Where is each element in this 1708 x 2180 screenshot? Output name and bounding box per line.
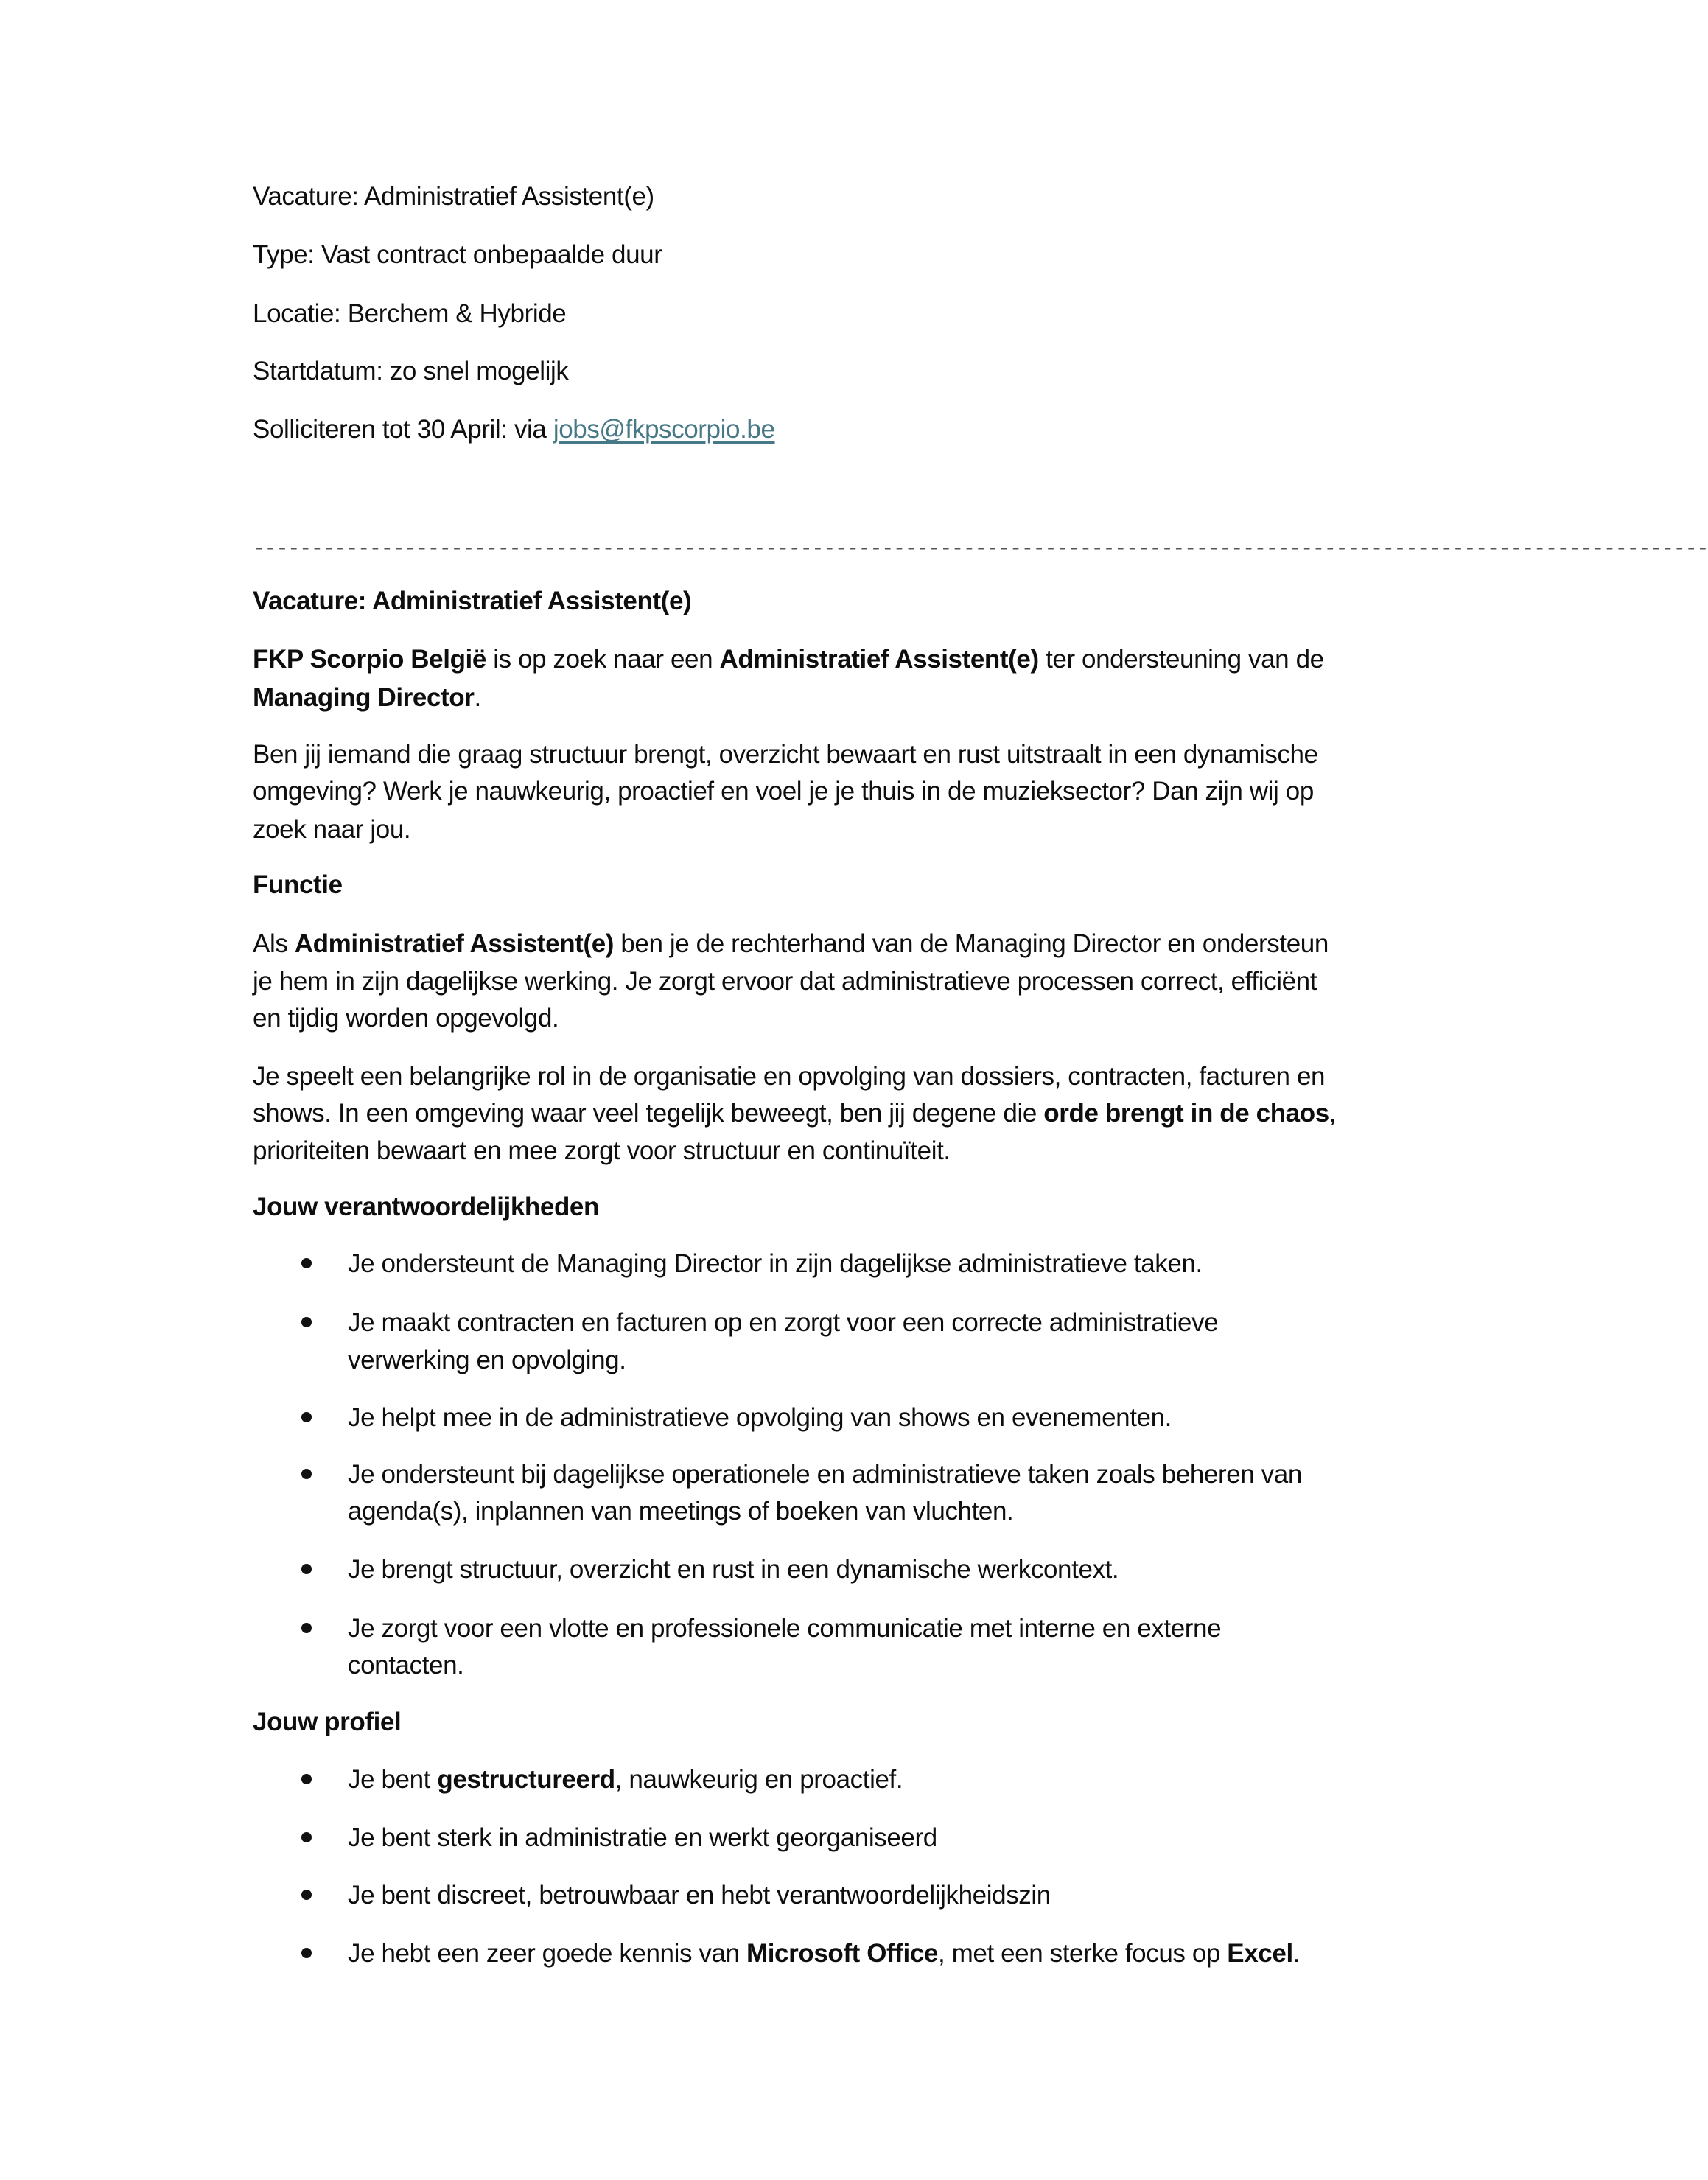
emphasis-text: gestructureerd <box>437 1765 615 1794</box>
vacature-title: Vacature: Administratief Assistent(e) <box>253 587 692 615</box>
list-item: Je bent discreet, betrouwbaar en hebt verantwoordelijkheidszin <box>348 1881 1051 1910</box>
profile-text: Je bent <box>348 1765 438 1794</box>
intro-text: is op zoek naar een <box>486 645 720 674</box>
list-item: Je helpt mee in de administratieve opvolging van shows en evenementen. <box>348 1403 1172 1432</box>
emphasis-text: orde brengt in de chaos <box>1043 1099 1329 1128</box>
role-name: Administratief Assistent(e) <box>294 929 615 958</box>
profile-text: . <box>1292 1939 1301 1968</box>
functie-p2-line-1: Je speelt een belangrijke rol in de organisatie en opvolging van dossiers, contracten, facturen en <box>253 1062 1326 1091</box>
list-item: Je zorgt voor een vlotte en professionele communicatie met interne en externe <box>348 1614 1222 1643</box>
functie-heading: Functie <box>253 870 343 899</box>
dashed-divider-text: ----------------------------------------------------------------------------------------------------------------------------- <box>253 538 1708 561</box>
locatie-line: Locatie: Berchem & Hybride <box>253 299 567 328</box>
list-item <box>348 1936 1300 1971</box>
profile-text: , met een sterke focus op <box>937 1939 1228 1968</box>
list-item: Je bent sterk in administratie en werkt georganiseerd <box>348 1823 937 1852</box>
emphasis-text: Excel <box>1227 1939 1293 1968</box>
email-link[interactable]: jobs@fkpscorpio.be <box>553 415 775 444</box>
intro-p2-line: zoek naar jou. <box>253 815 411 844</box>
functie-text: ben je de rechterhand van de Managing Director en ondersteun <box>614 929 1329 958</box>
functie-text: , <box>1329 1099 1337 1128</box>
bullet-icon <box>301 1623 312 1633</box>
bullet-icon <box>301 1317 312 1327</box>
intro-p2-line: Ben jij iemand die graag structuur brengt, overzicht bewaart en rust uitstraalt in een dynamische <box>253 740 1318 769</box>
vacature-line: Vacature: Administratief Assistent(e) <box>253 182 654 211</box>
role-name: Administratief Assistent(e) <box>719 645 1039 674</box>
list-item: Je maakt contracten en facturen op en zorgt voor een correcte administratieve <box>348 1308 1219 1337</box>
functie-text: Als <box>253 929 295 958</box>
list-item <box>348 1762 903 1798</box>
functie-p2-line-2 <box>253 1096 1336 1131</box>
bullet-icon <box>301 1832 312 1842</box>
functie-p1-line-1 <box>253 926 1329 962</box>
intro-text: ter ondersteuning van de <box>1038 645 1324 674</box>
profiel-heading: Jouw profiel <box>253 1708 402 1736</box>
director-name: Managing Director <box>253 683 475 712</box>
list-item: Je ondersteunt bij dagelijkse operationele en administratieve taken zoals beheren van <box>348 1460 1302 1489</box>
bullet-icon <box>301 1412 312 1422</box>
bullet-icon <box>301 1774 312 1784</box>
list-item: Je brengt structuur, overzicht en rust in een dynamische werkcontext. <box>348 1555 1119 1584</box>
solliciteren-line <box>253 412 775 447</box>
functie-p1-line-3: en tijdig worden opgevolgd. <box>253 1004 559 1033</box>
list-item: Je ondersteunt de Managing Director in zijn dagelijkse administratieve taken. <box>348 1249 1203 1278</box>
solliciteren-prefix: Solliciteren tot 30 April: via <box>253 415 553 444</box>
profile-text: Je hebt een zeer goede kennis van <box>348 1939 746 1968</box>
bullet-icon <box>301 1258 312 1268</box>
company-name: FKP Scorpio België <box>253 645 486 674</box>
emphasis-text: Microsoft Office <box>746 1939 938 1968</box>
startdatum-line: Startdatum: zo snel mogelijk <box>253 357 569 385</box>
bullet-icon <box>301 1890 312 1900</box>
intro-paragraph-line-1 <box>253 642 1324 677</box>
bullet-icon <box>301 1469 312 1479</box>
list-item-continuation: agenda(s), inplannen van meetings of boeken van vluchten. <box>348 1497 1014 1526</box>
profile-text: , nauwkeurig en proactief. <box>615 1765 903 1794</box>
intro-text: . <box>474 683 481 712</box>
bullet-icon <box>301 1948 312 1958</box>
intro-paragraph-line-2 <box>253 680 481 716</box>
type-line: Type: Vast contract onbepaalde duur <box>253 240 662 269</box>
intro-p2-line: omgeving? Werk je nauwkeurig, proactief en voel je je thuis in de muzieksector? Dan zijn wij op <box>253 777 1314 806</box>
verantwoordelijkheden-heading: Jouw verantwoordelijkheden <box>253 1192 599 1221</box>
functie-p1-line-2: je hem in zijn dagelijkse werking. Je zorgt ervoor dat administratieve processen correct, efficiënt <box>253 967 1317 996</box>
functie-p2-line-3: prioriteiten bewaart en mee zorgt voor structuur en continuïteit. <box>253 1136 951 1165</box>
bullet-icon <box>301 1564 312 1574</box>
list-item-continuation: verwerking en opvolging. <box>348 1346 626 1374</box>
list-item-continuation: contacten. <box>348 1651 464 1680</box>
functie-text: shows. In een omgeving waar veel tegelijk beweegt, ben jij degene die <box>253 1099 1044 1128</box>
